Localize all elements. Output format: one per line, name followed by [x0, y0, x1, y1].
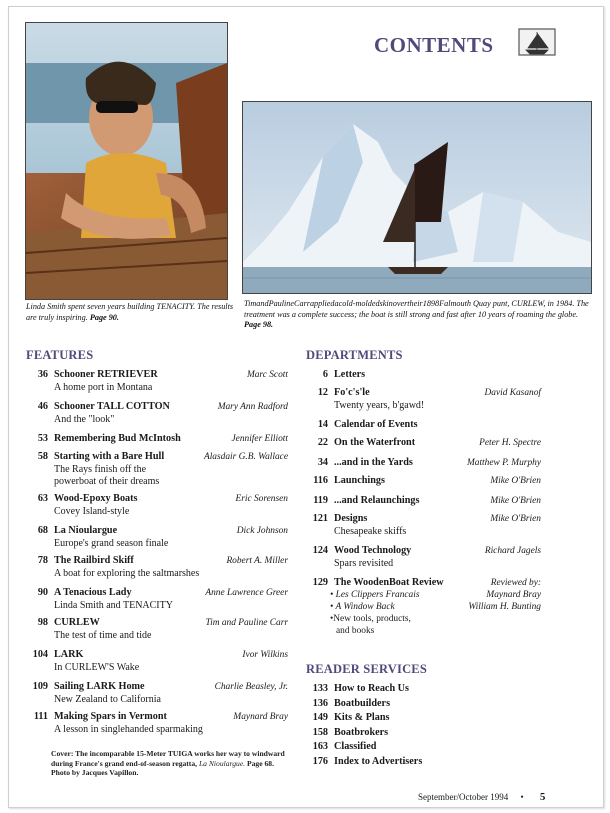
- entry-author: Eric Sorensen: [235, 494, 288, 504]
- entry-page: 58: [37, 451, 48, 462]
- entry-page: 119: [313, 495, 328, 506]
- entry-page: 22: [317, 437, 328, 448]
- entry-title: Kits & Plans: [334, 712, 390, 723]
- entry-subtitle: In CURLEW'S Wake: [54, 661, 140, 673]
- entry-title: On the Waterfront: [334, 437, 416, 448]
- entry-subtitle: A lesson in singlehanded sparmaking: [54, 723, 203, 735]
- entry-title: LARK: [54, 649, 84, 660]
- entry-title: Calendar of Events: [334, 419, 418, 430]
- entry-page: 68: [37, 525, 48, 536]
- entry-author: Mary Ann Radford: [217, 402, 288, 412]
- reader-services-heading: READER SERVICES: [306, 662, 427, 676]
- entry-title: A Tenacious Lady: [54, 587, 132, 598]
- entry-subtitle: And the "look": [54, 413, 115, 425]
- entry-title: Index to Advertisers: [334, 755, 423, 767]
- entry-page: 129: [312, 577, 328, 588]
- issue-date: September/October 1994: [418, 792, 509, 802]
- entry-title: How to Reach Us: [334, 683, 409, 694]
- entry-title: Boatbuilders: [334, 697, 391, 709]
- entry-subtitle: A boat for exploring the saltmarshes: [54, 567, 200, 579]
- entry-author: Matthew P. Murphy: [466, 458, 541, 468]
- entry-page: 53: [37, 433, 48, 444]
- entry-page: 124: [312, 545, 328, 556]
- entry-subtitle: New Zealand to California: [54, 693, 161, 705]
- entry-page: 98: [37, 617, 48, 628]
- entry-title: Remembering Bud McIntosh: [54, 433, 181, 444]
- page-number: 5: [539, 791, 546, 803]
- page-footer: [418, 791, 545, 803]
- entry-author: Dick Johnson: [236, 526, 288, 536]
- entry-page: 46: [37, 401, 48, 412]
- review-author: William H. Bunting: [468, 602, 541, 612]
- entry-author: Richard Jagels: [484, 546, 541, 556]
- entry-author: Tim and Pauline Carr: [205, 618, 288, 628]
- entry-author: Marc Scott: [246, 370, 288, 380]
- entry-title: Launchings: [334, 475, 385, 486]
- entry-author: Mike O'Brien: [490, 476, 541, 486]
- caption-left: Linda Smith spent seven years building TENACITY. The results are truly inspiring. Page 90.: [26, 302, 234, 322]
- entry-title: La Nioulargue: [54, 525, 118, 536]
- entry-title: Making Spars in Vermont: [54, 711, 167, 722]
- entry-page: 12: [317, 387, 328, 398]
- entry-title: Schooner TALL COTTON: [54, 401, 170, 412]
- entry-page: 149: [312, 712, 328, 723]
- entry-title: Wood Technology: [334, 545, 412, 556]
- entry-title: ...and Relaunchings: [334, 495, 420, 506]
- entry-title: The Railbird Skiff: [54, 555, 134, 566]
- entry-author: David Kasanof: [484, 388, 541, 398]
- entry-page: 111: [33, 711, 48, 722]
- caption-right: TimandPaulineCarrappliedacold-moldedskinovertheir1898Falmouth Quay punt, CURLEW, in 1984. The treatment was a complete success; the boat is still strong and fast after 10 years of roaming the globe. Page 98.: [244, 299, 589, 329]
- entry-author: Mike O'Brien: [490, 514, 541, 524]
- review-author: Maynard Bray: [486, 590, 541, 600]
- entry-page: 136: [312, 697, 328, 709]
- entry-author: Ivor Wilkins: [242, 650, 288, 660]
- entry-page: 163: [312, 741, 328, 752]
- entry-title: Wood-Epoxy Boats: [54, 493, 138, 504]
- entry-subtitle: powerboat of their dreams: [54, 476, 160, 487]
- entry-page: 63: [37, 493, 48, 504]
- photo-linda-smith: [25, 22, 228, 300]
- entry-title: Designs: [334, 513, 368, 524]
- entry-title: The WoodenBoat Review: [334, 577, 444, 588]
- review-line: and books: [336, 626, 375, 636]
- cover-note: Cover: The incomparable 15-Meter TUIGA works her way to windward during France's grand end-of-season regatta, La Nioulargue. Page 68. Photo by Jacques Vapillon.: [51, 749, 285, 777]
- entry-page: 90: [37, 587, 48, 598]
- entry-title: Fo'c's'le: [334, 387, 370, 398]
- page-title: CONTENTS: [374, 33, 494, 57]
- entry-title: CURLEW: [54, 617, 100, 628]
- entry-title: Schooner RETRIEVER: [54, 369, 158, 380]
- review-line: • Les Clippers Francais: [330, 590, 420, 600]
- entry-title: Letters: [334, 369, 366, 380]
- entry-author: Reviewed by:: [490, 578, 541, 588]
- entry-page: 104: [32, 649, 48, 660]
- features-heading: FEATURES: [26, 348, 94, 362]
- entry-author: Mike O'Brien: [490, 496, 541, 506]
- entry-page: 36: [37, 369, 48, 380]
- entry-author: Alasdair G.B. Wallace: [203, 452, 288, 462]
- woodenboat-logo-icon: [518, 28, 556, 56]
- entry-subtitle: Spars revisited: [334, 557, 394, 569]
- entry-title: Classified: [334, 741, 377, 752]
- entry-subtitle: The test of time and tide: [54, 629, 152, 641]
- review-line: •New tools, products,: [330, 614, 411, 624]
- entry-author: Peter H. Spectre: [479, 438, 541, 448]
- entry-title: Sailing LARK Home: [54, 681, 145, 692]
- entry-title: ...and in the Yards: [334, 457, 413, 468]
- entry-author: Charlie Beasley, Jr.: [214, 682, 288, 692]
- entry-author: Robert A. Miller: [226, 556, 288, 566]
- entry-page: 78: [37, 555, 48, 566]
- entry-subtitle: Twenty years, b'gawd!: [334, 399, 425, 411]
- entry-title: Starting with a Bare Hull: [54, 451, 165, 462]
- photo-curlew-iceberg: [242, 101, 592, 294]
- entry-page: 133: [312, 683, 328, 694]
- entry-title: Boatbrokers: [334, 726, 389, 738]
- entry-author: Jennifer Elliott: [231, 434, 288, 444]
- entry-page: 34: [317, 457, 328, 468]
- entry-page: 6: [322, 369, 328, 380]
- entry-page: 121: [312, 513, 328, 524]
- entry-author: Anne Lawrence Greer: [205, 588, 288, 598]
- footer-dot: •: [520, 792, 524, 802]
- entry-page: 109: [32, 681, 48, 692]
- entry-page: 116: [313, 475, 328, 486]
- review-line: • A Window Back: [330, 602, 395, 612]
- entry-subtitle: Europe's grand season finale: [54, 537, 169, 549]
- entry-subtitle: Covey Island-style: [54, 505, 130, 517]
- departments-heading: DEPARTMENTS: [306, 348, 403, 362]
- entry-subtitle: The Rays finish off the: [54, 463, 147, 475]
- entry-subtitle: Chesapeake skiffs: [334, 525, 407, 537]
- entry-page: 14: [317, 419, 328, 430]
- entry-page: 176: [312, 755, 328, 767]
- entry-subtitle: Linda Smith and TENACITY: [54, 599, 173, 611]
- entry-page: 158: [312, 726, 328, 738]
- entry-subtitle: A home port in Montana: [54, 381, 153, 393]
- entry-author: Maynard Bray: [233, 712, 288, 722]
